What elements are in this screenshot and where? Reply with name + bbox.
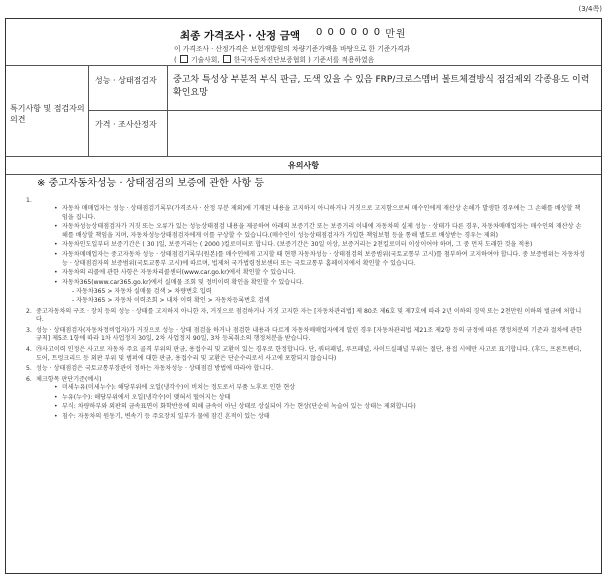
item-number: 2. <box>26 307 32 315</box>
price-amount-field <box>316 25 444 39</box>
caution-content <box>26 197 586 424</box>
bullet-item: • 자동차매매업자는 중고자동차 성능 · 상태점검기록부(원본)를 매수인에게 고지할 때 현행 자동차성능 · 상태점검의 보증범위(국토교통부 고시)를 첨부하여 고지하여야 합니다. 중 보증범위는 자동차성능 · 상태점검자의 보증범위(국토교통부 고시)에 따르며, 법제처 국가법령정보센터 또는 국토교통부 홈페이지에서 확인할 수 있습니다. <box>36 251 586 268</box>
price-note-line2: ( 기술사회, 한국자동차진단보증협회 ) 기준서를 적용하였음 <box>174 56 375 64</box>
opinion-section <box>6 66 601 157</box>
opinion-label: 특기사항 및 점검자의 의견 <box>6 66 89 156</box>
price-note-line1: 이 가격조사 · 산정가격은 보험개발원의 차량기준가액을 바탕으로 한 기준가격과 <box>174 45 411 53</box>
price-title: 최종 가격조사 · 산정 금액 <box>180 30 301 42</box>
appraiser-label: 가격 · 조사산정자 <box>89 110 168 156</box>
item-number: 6. <box>26 375 32 383</box>
section-title: ※ 중고자동차성능 · 상태점검의 보증에 관한 사항 등 <box>37 178 265 189</box>
bullet-item: • 미세누유(미세누수): 해당부위에 오일(냉각수)이 비치는 정도로서 부품 노후로 인한 현상 <box>36 384 586 393</box>
bullet-item: • 침수: 자동차의 원동기, 변속기 등 주요장치 일부가 물에 잠긴 흔적이 있는 상태 <box>36 413 586 422</box>
item-number: 1. <box>26 197 32 204</box>
page-number: (3/4쪽) <box>578 5 602 13</box>
list-item <box>26 327 586 344</box>
item-text: 성능 · 상태점검은 국토교통부장관이 정하는 자동차성능 · 상태점검 방법에 따라야 합니다. <box>36 365 274 373</box>
item-number: 5. <box>26 365 32 373</box>
price-section <box>6 19 601 66</box>
appraiser-opinion-row <box>89 110 601 156</box>
bullet-item: • 누유(누수): 해당부위에서 오일(냉각수)이 맺혀서 떨어지는 상태 <box>36 394 586 403</box>
bullet-item: • 자동차 매매업자는 성능 · 상태점검기록부(가격조사 · 산정 부분 제외)에 기재된 내용을 고지하지 아니하거나 거짓으로 고지함으로써 매수인에게 재산상 손해가 발생한 경우에는 그 손해를 배상할 책임을 집니다. <box>36 205 586 222</box>
list-item <box>26 308 586 325</box>
option-checkbox-1[interactable] <box>180 55 188 63</box>
sub-line: - 자동차365 > 자동차 실매물 검색 > 차량번호 입력 <box>72 288 212 296</box>
inspector-opinion-row <box>89 66 601 111</box>
option-label-1: 기술사회 <box>191 56 218 64</box>
bullet-item: • 자동차인도일부터 보증기간은 ( 30 )일, 보증거리는 ( 2000 )킬로미터로 합니다. (보증기간은 30일 이상, 보증거리는 2천킬로미터 이상이어야 하며, 그 중 먼저 도래한 것을 적용) <box>36 241 586 250</box>
caution-header: 유의사항 <box>6 157 601 175</box>
item-text: 중고자동차의 구조 · 장치 등의 성능 · 상태를 고지하지 아니한 자, 거짓으로 점검하거나 거짓 고지한 자는 [자동차관리법] 제 80조 제6호 및 제7호에 따라 2년 이하의 징역 또는 2천만원 이하의 벌금에 처합니다. <box>36 307 582 324</box>
inspector-opinion-text: 중고차 특성상 부분적 부식 판금, 도색 있을 수 있음 FRP/크로스멤버 볼트체결방식 점검제외 각종용도 이력확인요망 <box>173 75 590 98</box>
option-label-2: 한국자동차진단보증협회 <box>233 56 306 64</box>
bullet-item: • 부식: 차량하부와 외판의 금속표면이 화학반응에 의해 금속이 아닌 상태로 상실되어 가는 현상(단순히 녹슬어 있는 상태는 제외합니다) <box>36 403 586 412</box>
item-text: ㉮사고이력 인정은 사고로 자동차 주요 골격 부위의 판금, 용접수리 및 교환이 있는 경우로 한정합니다. 단, 쿼터패널, 루프패널, 사이드실패널 부위는 절단, 용접 시에만 사고로 표기합니다. (후드, 프론트펜더, 도어, 트렁크리드 등 외판 부위 및 범퍼에 대한 판금, 용접수리 및 교환은 단순수리로서 사고에 포함되지 않습니다) <box>36 345 582 362</box>
option-checkbox-2[interactable] <box>223 55 231 63</box>
bullet-item: • 자동차365(www.car365.go.kr)에서 실매물 조회 및 정비이력 확인을 확인할 수 있습니다. <box>36 279 586 288</box>
list-item <box>26 346 586 363</box>
list-item <box>26 365 586 374</box>
list-item <box>26 376 586 422</box>
price-unit: 만원 <box>385 29 407 40</box>
item-number: 3. <box>26 326 32 334</box>
sub-line: - 자동차365 > 자동차 이력조회 > 내차 이력 확인 > 자동차등록번호 검색 <box>72 296 270 304</box>
price-amount: 0 0 0 0 0 0 <box>316 27 382 38</box>
bullet-item: • 자동차의 리콜에 관한 사항은 자동차리콜센터(www.car.go.kr)에서 확인할 수 있습니다. <box>36 269 586 278</box>
list-item <box>26 197 586 306</box>
item-text: 성능 · 상태점검자(자동차정비업자)가 거짓으로 성능 · 상태 점검을 하거나 점검한 내용과 다르게 자동차매매업자에게 알린 경우 [자동차관리법 제21조 제2항 등의 규정에 따른 행정처분의 기준과 절차에 관한 규칙] 제5조 1항에 따라 1차 사업정지 30일, 2차 사업정지 90일, 3차 등록취소의 행정처분을 받습니다. <box>36 326 582 343</box>
item-number: 4. <box>26 345 32 353</box>
inspector-label: 성능 · 상태점검자 <box>89 66 168 110</box>
bullet-item: • 자동차성능상태점검자가 거짓 또는 오류가 있는 성능상태점검 내용을 제공하여 아래의 보증기간 또는 보증거리 이내에 자동차의 실제 성능 · 상태가 다른 경우, 자동차매매업자는 매수인의 재산상 손해를 배상할 책임을 지며, 자동차성능상태점검자에게 이를 구상할 수 있습니다.(매수인이 성능상태점검자가 가입한 책임보험 등을 통해 별도로 배상받는 경우는 제외) <box>36 223 586 240</box>
item-text: 체크항목 판단기준(예시) <box>36 375 102 383</box>
